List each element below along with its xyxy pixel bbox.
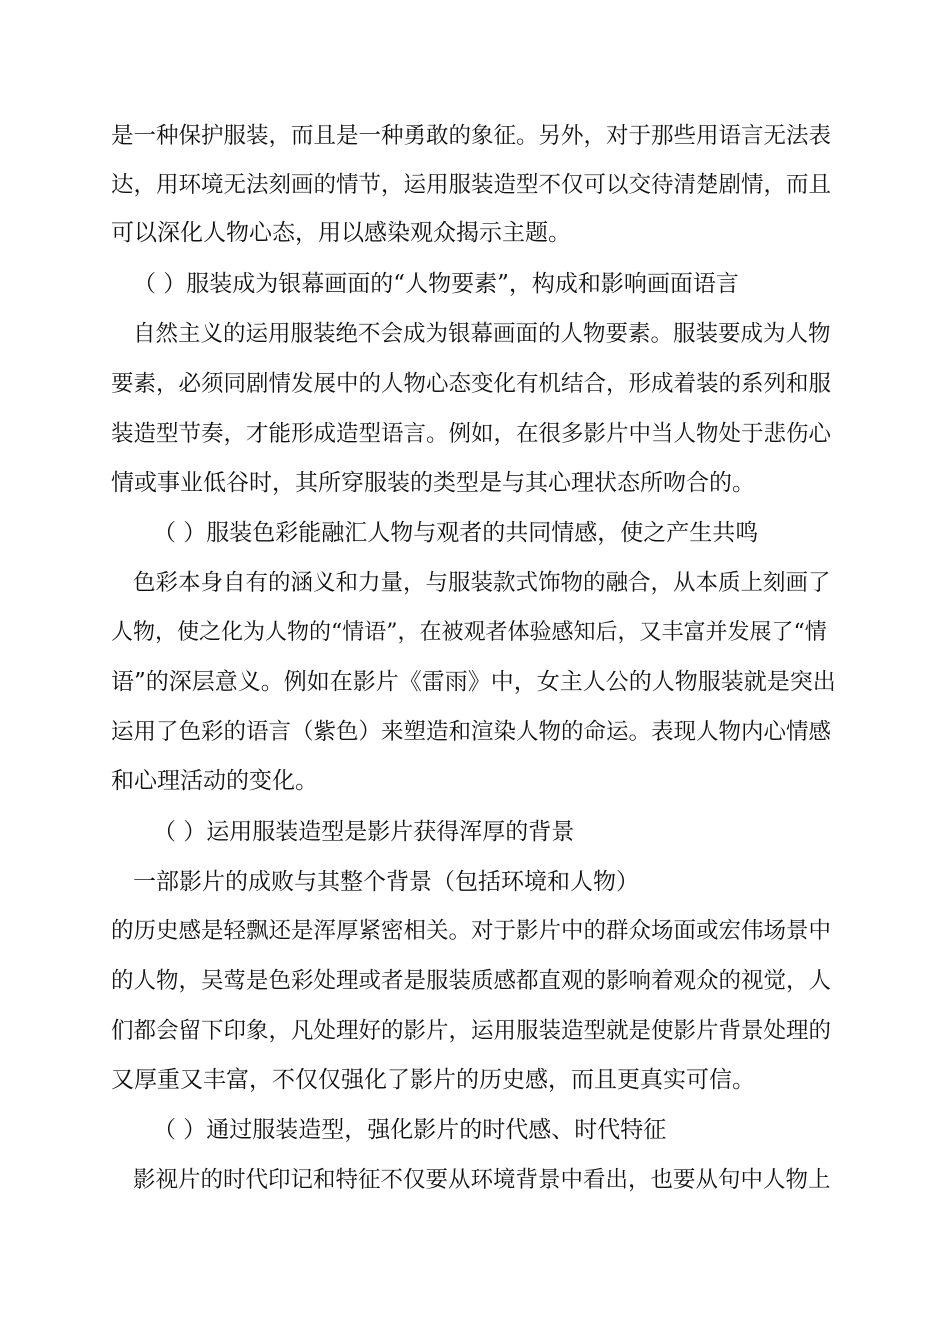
body-text-line: 又厚重又丰富，不仅仅强化了影片的历史感，而且更真实可信。 xyxy=(111,1067,755,1093)
section-heading: （ ）服装成为银幕画面的“人物要素”，构成和影响画面语言 xyxy=(133,271,739,297)
body-text-line: 要素，必须同剧情发展中的人物心态变化有机结合，形成着装的系列和服 xyxy=(111,371,832,397)
body-text-line: 达，用环境无法刻画的情节，运用服装造型不仅可以交待清楚剧情，而且 xyxy=(111,172,832,198)
body-text-line: 运用了色彩的语言（紫色）来塑造和渲染人物的命运。表现人物内心情感 xyxy=(111,719,832,745)
section-heading: （ ）通过服装造型，强化影片的时代感、时代特征 xyxy=(153,1117,667,1143)
paragraph-first-line: 一部影片的成败与其整个背景（包括环境和人物） xyxy=(133,869,639,895)
paragraph-first-line: 色彩本身自有的涵义和力量，与服装款式饰物的融合，从本质上刻画了 xyxy=(133,570,831,596)
body-text-line: 装造型节奏，才能形成造型语言。例如，在很多影片中当人物处于悲伤心 xyxy=(111,421,832,447)
body-text-line: 和心理活动的变化。 xyxy=(111,768,318,794)
section-heading: （ ）运用服装造型是影片获得浑厚的背景 xyxy=(153,819,575,845)
body-text-line: 人物，使之化为人物的“情语”，在被观者体验感知后，又丰富并发展了“情 xyxy=(111,620,827,645)
body-text-line: 可以深化人物心态，用以感染观众揭示主题。 xyxy=(111,220,571,246)
body-text-line: 的人物，吴莺是色彩处理或者是服装质感都直观的影响着观众的视觉，人 xyxy=(111,968,832,994)
body-text-line: 们都会留下印象，凡处理好的影片，运用服装造型就是使影片背景处理的 xyxy=(111,1018,832,1044)
paragraph-first-line: 影视片的时代印记和特征不仅要从环境背景中看出，也要从句中人物上 xyxy=(133,1167,831,1193)
paragraph-first-line: 自然主义的运用服装绝不会成为银幕画面的人物要素。服装要成为人物 xyxy=(133,321,831,347)
body-text-line: 情或事业低谷时，其所穿服装的类型是与其心理状态所吻合的。 xyxy=(111,470,755,496)
body-text-line: 语”的深层意义。例如在影片《雷雨》中，女主人公的人物服装就是突出 xyxy=(111,669,836,695)
section-heading: （ ）服装色彩能融汇人物与观者的共同情感，使之产生共鸣 xyxy=(153,520,759,546)
body-text-line: 是一种保护服装，而且是一种勇敢的象征。另外，对于那些用语言无法表 xyxy=(111,123,832,149)
body-text-line: 的历史感是轻飘还是浑厚紧密相关。对于影片中的群众场面或宏伟场景中 xyxy=(111,918,832,944)
